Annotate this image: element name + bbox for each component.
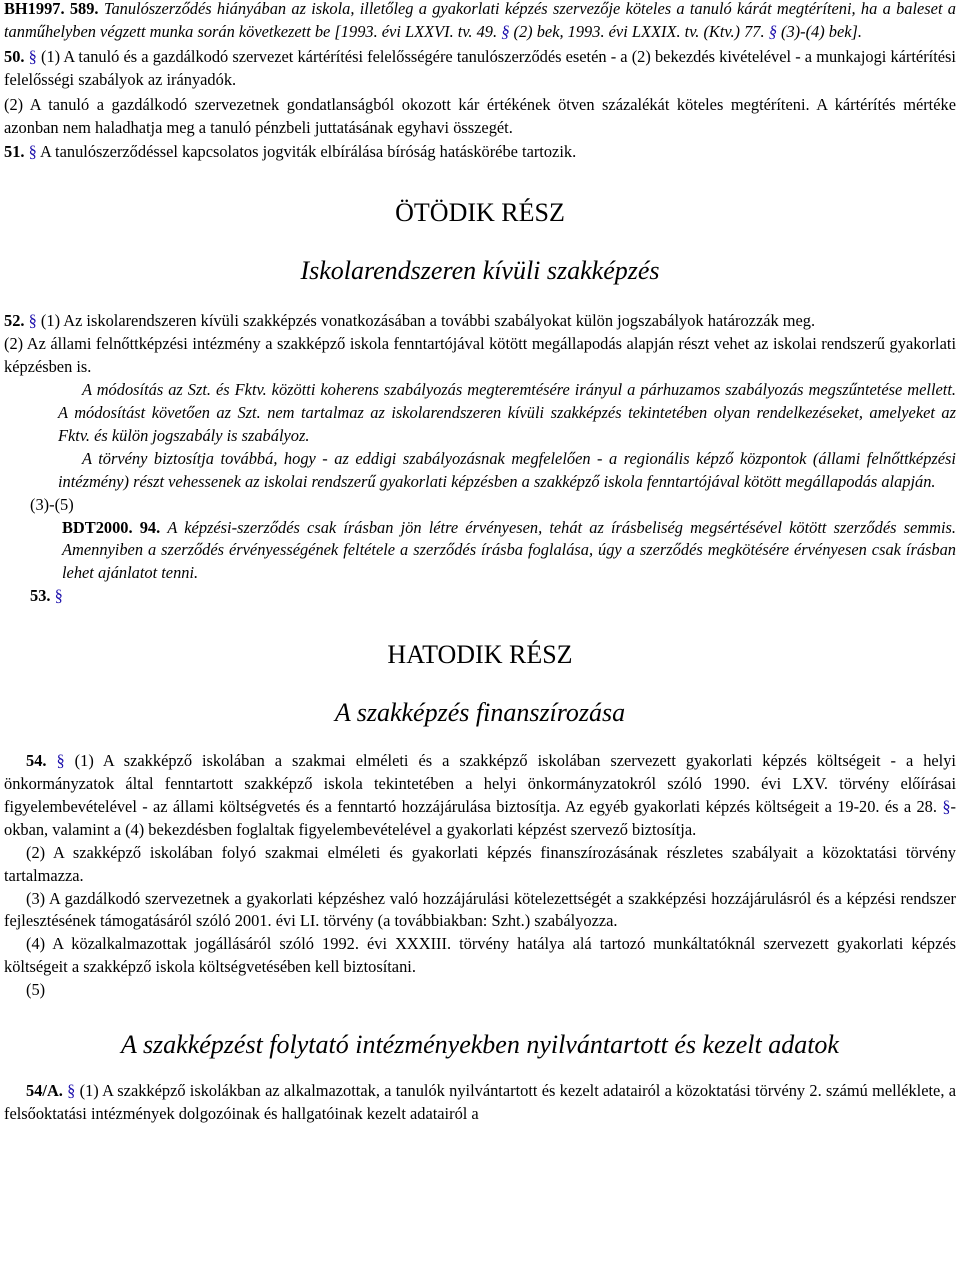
section-number: 50.: [4, 46, 25, 66]
section-link[interactable]: §: [56, 751, 65, 771]
decision-reference: BH1997. 589.: [4, 0, 99, 18]
section-54-para-3: (3) A gazdálkodó szervezetnek a gyakorlati képzéshez való hozzájárulási kötelezettségét a szakképzési hozzájárulásról és a képzési rendszer fejlesztésének támogatásáról szóló 2001. évi LI. törvény (a továbbiakban: Szht.) szabályozza.: [4, 888, 956, 931]
amendment-note-2: A törvény biztosítja továbbá, hogy - az eddigi szabályozásnak megfelelően - a regionális képző központok (állami felnőttképzési intézmény) részt vehessenek az iskolai rendszerű gyakorlati képzésben a szakképző iskola fenntartójával kötött megállapodás alapján.: [58, 448, 956, 491]
section-52-para-3-5: (3)-(5): [30, 494, 74, 514]
paragraph-text: (1) A tanuló és a gazdálkodó szervezet kártérítési felelősségére tanulószerződés esetén - a (2) bekezdés kivételével - a munkajogi kártérítési felelősségi szabályok az irányadók.: [4, 46, 956, 89]
part-five-heading: ÖTÖDIK RÉSZ: [395, 198, 565, 228]
paragraph-text: A tanulószerződéssel kapcsolatos jogviták elbírálása bíróság hatáskörébe tartozik.: [40, 142, 577, 162]
section-54-para-1: [4, 750, 956, 842]
section-54-para-2: (2) A szakképző iskolában folyó szakmai elméleti és gyakorlati képzés finanszírozásának részletes szabályait a közoktatási törvény tartalmazza.: [4, 842, 956, 885]
section-54-para-5: (5): [26, 980, 46, 1000]
court-decision-bh1997: [4, 0, 956, 44]
amendment-note-1: A módosítás az Szt. és Fktv. közötti koherens szabályozás megteremtésére irányul a párhuzamos szabályozás megszűntetése mellett. A módosítást követően az Szt. nem tartalmaz az iskolarendszeren kívüli szakképzés tekintetében olyan rendelkezéseket, amelyeket az Fktv. és külön jogszabály is szabályoz.: [58, 380, 956, 445]
section-52-para-1: [4, 310, 956, 333]
section-link[interactable]: §: [28, 311, 37, 331]
part-six-title: A szakképzés finanszírozása: [334, 698, 626, 728]
decision-text: A képzési-szerződés csak írásban jön létre érvényesen, tehát az írásbeliség megsértésével kötött szerződés semmis. Amennyiben a szerződés érvényességének feltétele a szerződés írásba foglalása, úgy a szerződés megkötésére érvényesen csak írásban lehet ajánlatot tenni.: [62, 517, 956, 583]
part-six-heading: HATODIK RÉSZ: [387, 640, 573, 670]
decision-reference: BDT2000. 94.: [62, 517, 161, 537]
section-number: 54.: [26, 751, 47, 771]
document-page: [4, 0, 956, 1126]
decision-text-end: (3)-(4) bek].: [781, 21, 863, 41]
paragraph-text: (1) Az iskolarendszeren kívüli szakképzés vonatkozásában a további szabályokat külön jogszabályok határozzák meg.: [40, 311, 816, 331]
paragraph-text-cont: -okban, valamint a (4) bekezdésben foglaltak figyelembevételével a gyakorlati képzést szervező biztosítja.: [4, 796, 956, 839]
section-number: 51.: [4, 142, 25, 162]
subsection-title: A szakképzést folytató intézményekben nyilvántartott és kezelt adatok: [121, 1030, 839, 1060]
section-link[interactable]: §: [67, 1081, 76, 1101]
section-51: [4, 141, 956, 164]
section-50-para-1: [4, 46, 956, 92]
section-number: 54/A.: [26, 1081, 63, 1101]
section-50-para-2: (2) A tanuló a gazdálkodó szervezetnek gondatlanságból okozott kár értékének ötven százalékát köteles megtéríteni. A kártérítés mértéke azonban nem haladhatja meg a tanuló pénzbeli juttatásának egyhavi összegét.: [4, 94, 956, 137]
section-link[interactable]: §: [54, 586, 63, 606]
section-54a-para-1: [4, 1080, 956, 1126]
section-53: [4, 585, 956, 608]
section-52-para-2: (2) Az állami felnőttképzési intézmény a szakképző iskola fenntartójával kötött megállapodás alapján részt vehet az iskolai rendszerű gyakorlati képzésben is.: [4, 334, 956, 377]
section-link[interactable]: §: [501, 21, 510, 41]
part-five-title: Iskolarendszeren kívüli szakképzés: [300, 256, 660, 286]
section-link[interactable]: §: [28, 142, 37, 162]
section-link[interactable]: §: [942, 796, 951, 816]
section-54-para-4: (4) A közalkalmazottak jogállásáról szóló 1992. évi XXXIII. törvény hatálya alá tartozó munkáltatóknál szervezett gyakorlati képzés költségeit a szakképző iskola költségvetésében kell biztosítani.: [4, 934, 956, 977]
section-number: 52.: [4, 311, 25, 331]
section-link[interactable]: §: [28, 46, 37, 66]
section-link[interactable]: §: [768, 21, 777, 41]
paragraph-text: (1) A szakképző iskolákban az alkalmazottak, a tanulók nyilvántartott és kezelt adatairól a közoktatási törvény 2. számú melléklete, a felsőoktatási intézmények dolgozóinak és hallgatóinak kezelt adatairól a: [4, 1081, 956, 1123]
court-decision-bdt2000: [4, 517, 956, 586]
decision-text-cont: (2) bek, 1993. évi LXXIX. tv. (Ktv.) 77.: [513, 21, 765, 41]
paragraph-text: (1) A szakképző iskolában a szakmai elméleti és a szakképző iskolában szervezett gyakorlati képzés költségeit - a helyi önkormányzatok által fenntartott szakképző iskola tekintetében a helyi önkormányzatokról szóló 1990. évi LXV. törvény előírásai figyelembevételével - az állami költségvetés és a fenntartó hozzájárulása biztosítja. Az egyéb gyakorlati képzés költségeit a 19-20. és a 28.: [4, 751, 956, 816]
section-number: 53.: [30, 586, 51, 606]
decision-text: Tanulószerződés hiányában az iskola, illetőleg a gyakorlati képzés szervezője köteles a tanuló kárát megtéríteni, ha a baleset a tanműhelyben végzett munka során következett be [1993. évi LXXVI. tv. 49.: [4, 0, 956, 41]
